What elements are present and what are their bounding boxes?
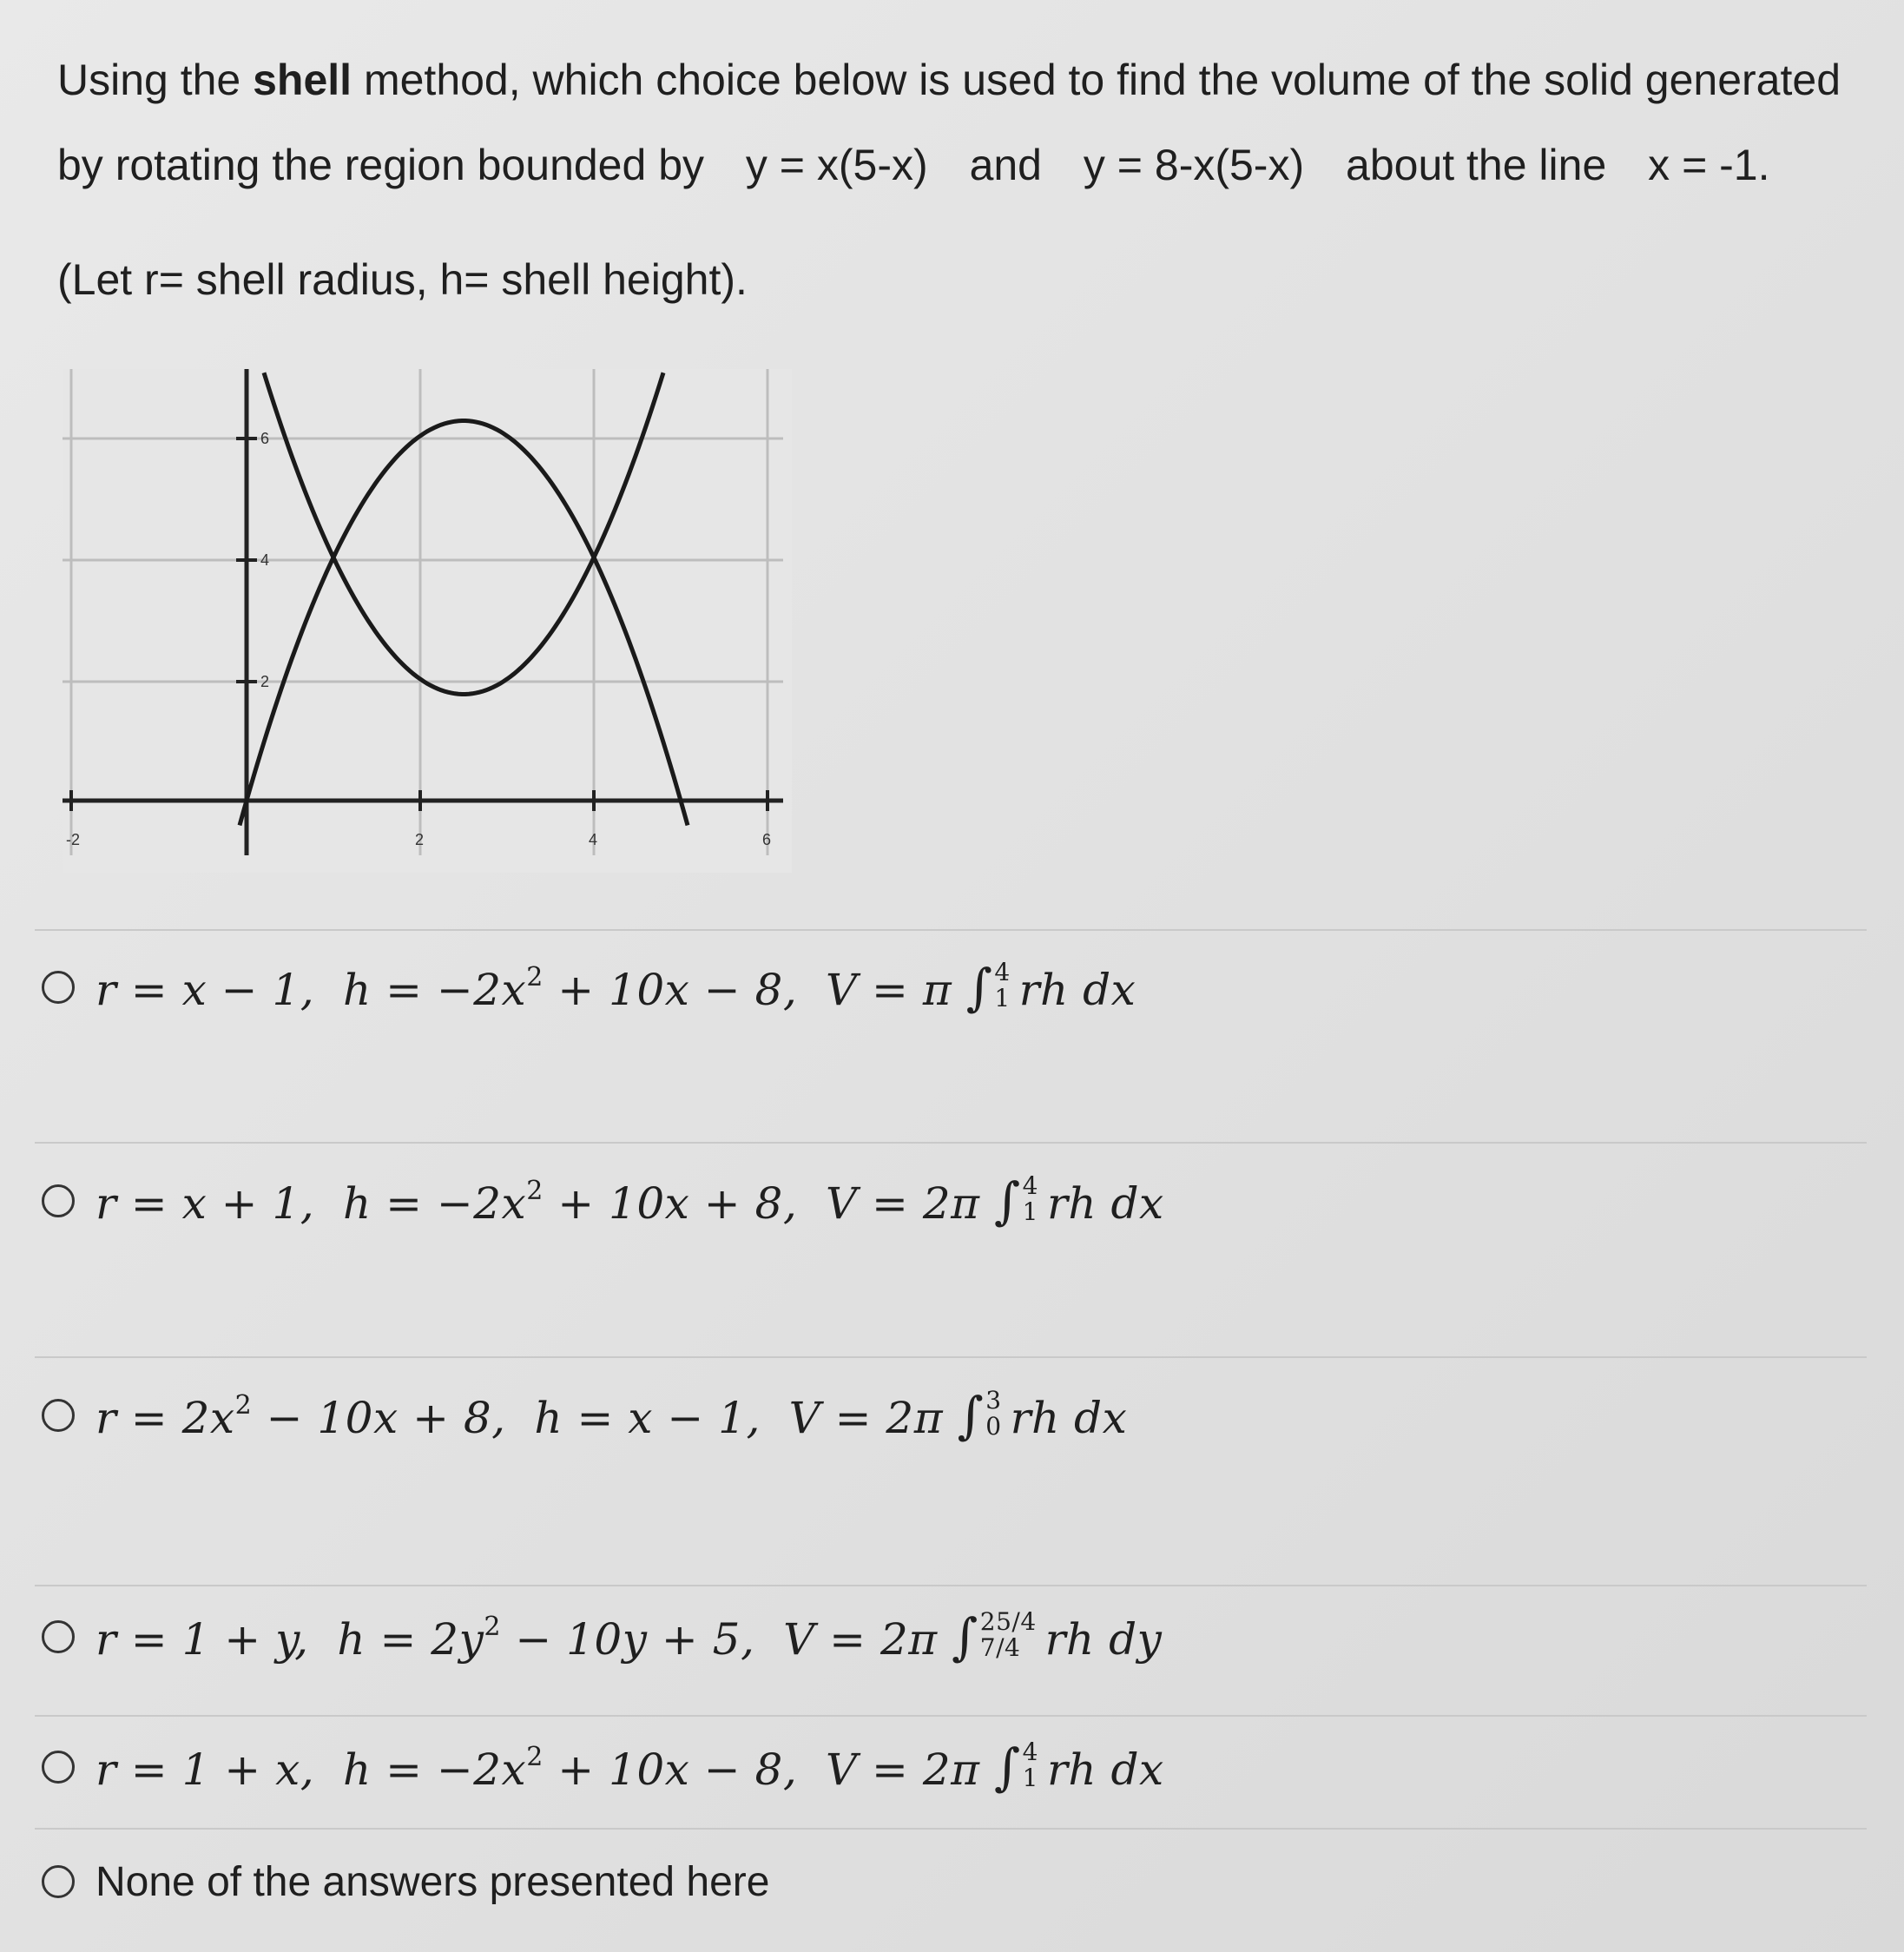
radio-button[interactable] (42, 1865, 75, 1898)
question-line-1 (57, 54, 1841, 106)
region-graph (63, 369, 792, 873)
graph-background (63, 369, 792, 873)
divider (35, 1142, 1867, 1144)
answer-choice-6[interactable] (42, 1843, 769, 1921)
y-tick-label: 6 (260, 430, 270, 447)
choice-formula: r = 1 + y, $h = 2y^2 - 10y + 5$, V = 2π ∫ 25/4 7/4 rh dy (96, 1607, 1163, 1666)
question-line-3 (57, 254, 748, 306)
divider (35, 1715, 1867, 1717)
choice-formula: $r = 2x^2 - 10x + 8$, h = x − 1, V = 2π ∫ 3 0 rh dx (96, 1386, 1128, 1445)
x-tick-label: -2 (66, 831, 81, 848)
choice-formula: r = x − 1, $h = -2x^2 + 10x - 8$, V = π ∫ 4 1 rh dx (96, 958, 1136, 1017)
divider (35, 929, 1867, 931)
choice-formula: r = 1 + x, $h = -2x^2 + 10x - 8$, V = 2π ∫ 4 1 rh dx (96, 1738, 1164, 1797)
x-tick-label: 6 (762, 831, 772, 848)
answer-choice-5[interactable] (42, 1728, 1164, 1806)
y-tick-label: 2 (260, 673, 270, 690)
question-text: about the line (1346, 141, 1607, 189)
answer-choice-4[interactable] (42, 1598, 1162, 1676)
question-text: and (969, 141, 1042, 189)
divider (35, 1356, 1867, 1358)
y-tick-label: 4 (260, 551, 270, 569)
radio-button[interactable] (42, 1751, 75, 1784)
choice-formula: r = x + 1, $h = -2x^2 + 10x + 8$, V = 2π ∫ 4 1 rh dx (96, 1171, 1164, 1230)
radio-button[interactable] (42, 1184, 75, 1217)
question-text: by rotating the region bounded by (57, 141, 704, 189)
question-text: method, which choice below is used to find the volume of the solid generated (352, 56, 1841, 104)
axis-line-equation: x = -1. (1648, 141, 1770, 189)
x-tick-label: 4 (589, 831, 598, 848)
radio-button[interactable] (42, 1399, 75, 1432)
equation-1: y = x(5-x) (745, 141, 928, 189)
divider (35, 1585, 1867, 1586)
answer-choice-1[interactable] (42, 948, 1136, 1026)
answer-choice-3[interactable] (42, 1376, 1127, 1454)
equation-2: y = 8-x(5-x) (1083, 141, 1305, 189)
answer-choice-2[interactable] (42, 1162, 1164, 1240)
question-bold-word: shell (253, 56, 352, 104)
radio-button[interactable] (42, 971, 75, 1004)
divider (35, 1828, 1867, 1830)
question-note: (Let r= shell radius, h= shell height). (57, 255, 748, 304)
choice-text: None of the answers presented here (96, 1858, 770, 1905)
question-text: Using the (57, 56, 254, 104)
x-tick-label: 2 (415, 831, 425, 848)
question-line-2 (57, 139, 1770, 191)
radio-button[interactable] (42, 1620, 75, 1653)
